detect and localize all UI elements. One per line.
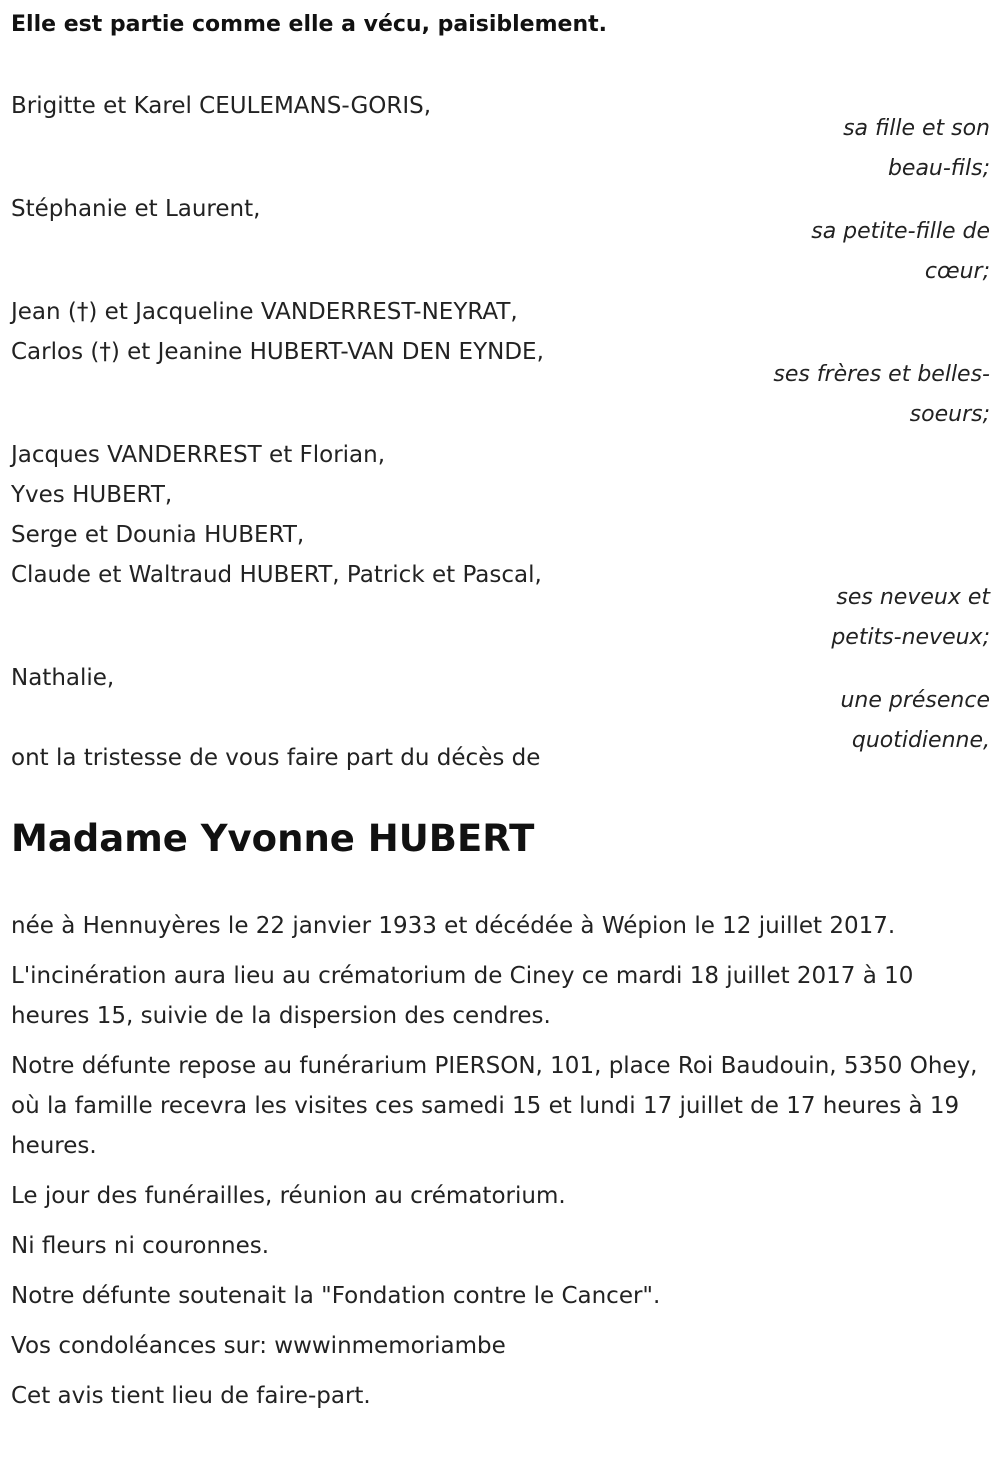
relation-line: beau-fils; bbox=[887, 156, 990, 181]
family-name-line: Nathalie, bbox=[11, 665, 115, 691]
family-name-line: Carlos (†) et Jeanine HUBERT-VAN DEN EYNDE, bbox=[11, 339, 544, 365]
relation-label bbox=[730, 212, 990, 292]
relation-label bbox=[730, 109, 990, 189]
visitation-info: Notre défunte repose au funérarium PIERSON, 101, place Roi Baudouin, 5350 Ohey, où la famille recevra les visites ces samedi 15 et lundi 17 juillet de 17 heures à 19 heures. bbox=[11, 1053, 978, 1159]
relation-label bbox=[730, 355, 990, 435]
relation-line: ses neveux et bbox=[836, 585, 990, 610]
foundation-info: Notre défunte soutenait la "Fondation contre le Cancer". bbox=[11, 1283, 661, 1309]
family-name-line: Jean (†) et Jacqueline VANDERREST-NEYRAT, bbox=[11, 299, 518, 325]
relation-line: cœur; bbox=[924, 259, 990, 284]
funeral-details bbox=[11, 906, 991, 1426]
relation-line: petits-neveux; bbox=[831, 625, 990, 650]
relation-line: une présence bbox=[840, 688, 990, 713]
family-name-line: Yves HUBERT, bbox=[11, 482, 173, 508]
family-name-line: Brigitte et Karel CEULEMANS-GORIS, bbox=[11, 93, 432, 119]
relation-line: soeurs; bbox=[909, 402, 990, 427]
relation-label bbox=[730, 578, 990, 658]
relation-line: ses frères et belles- bbox=[773, 362, 990, 387]
birth-death-info: née à Hennuyères le 22 janvier 1933 et décédée à Wépion le 12 juillet 2017. bbox=[11, 913, 896, 939]
relation-line: sa petite-fille de bbox=[811, 219, 990, 244]
relation-line: sa fille et son bbox=[843, 116, 990, 141]
family-name-line: Stéphanie et Laurent, bbox=[11, 196, 261, 222]
announcement-text: ont la tristesse de vous faire part du décès de bbox=[11, 745, 541, 771]
family-name-line: Serge et Dounia HUBERT, bbox=[11, 522, 305, 548]
meeting-info: Le jour des funérailles, réunion au crématorium. bbox=[11, 1183, 566, 1209]
cremation-info: L'incinération aura lieu au crématorium de Ciney ce mardi 18 juillet 2017 à 10 heures 15, suivie de la dispersion des cendres. bbox=[11, 963, 914, 1029]
deceased-name: Madame Yvonne HUBERT bbox=[11, 817, 535, 860]
intro-line: Elle est partie comme elle a vécu, paisiblement. bbox=[11, 12, 607, 37]
relation-label bbox=[730, 681, 990, 761]
condolences-info: Vos condoléances sur: wwwinmemoriambe bbox=[11, 1333, 506, 1359]
family-name-line: Claude et Waltraud HUBERT, Patrick et Pascal, bbox=[11, 562, 542, 588]
notice-info: Cet avis tient lieu de faire-part. bbox=[11, 1383, 371, 1409]
family-name-line: Jacques VANDERREST et Florian, bbox=[11, 442, 386, 468]
flowers-info: Ni fleurs ni couronnes. bbox=[11, 1233, 270, 1259]
relation-line: quotidienne, bbox=[851, 728, 990, 753]
